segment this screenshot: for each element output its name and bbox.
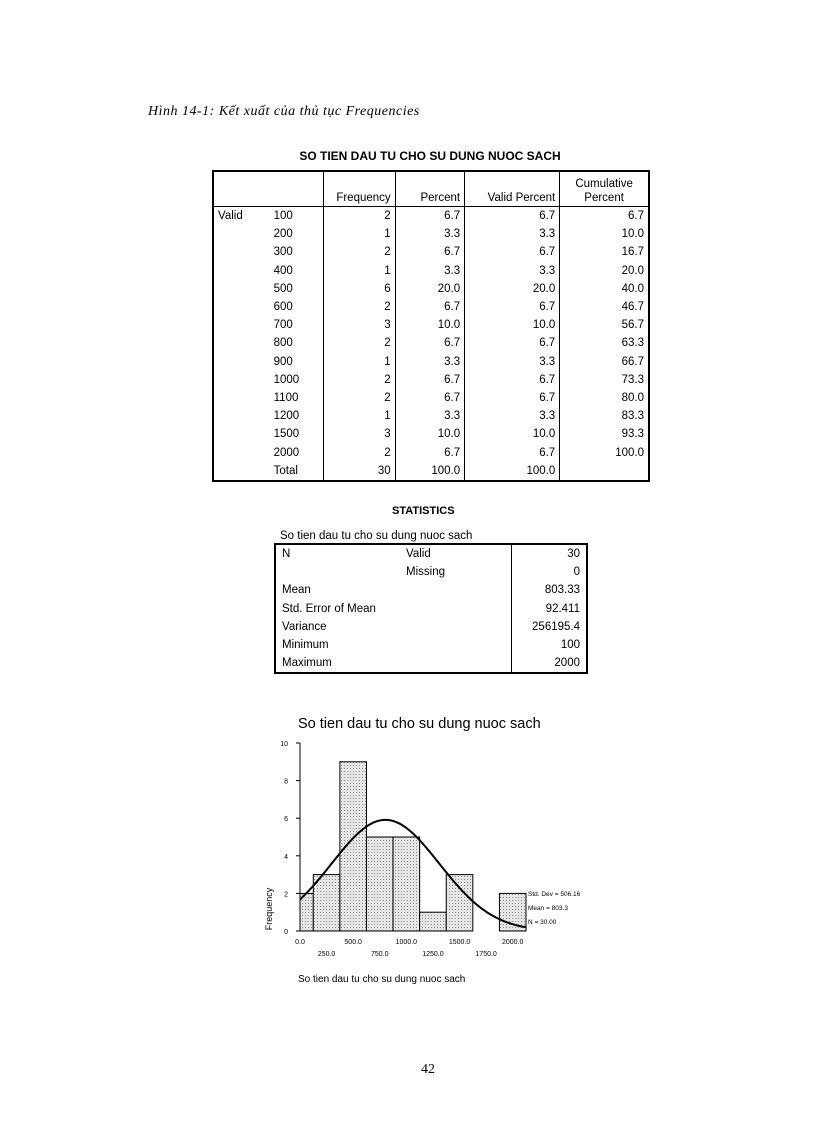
table-cell: 6.7 bbox=[395, 207, 464, 226]
table-cell: 6.7 bbox=[465, 298, 560, 316]
table-cell bbox=[213, 407, 270, 425]
table-cell: 3.3 bbox=[395, 353, 464, 371]
table-cell: 3.3 bbox=[465, 353, 560, 371]
legend-entry: N = 30.00 bbox=[528, 919, 557, 926]
table-cell: 20.0 bbox=[560, 262, 649, 280]
table-cell: 3.3 bbox=[395, 407, 464, 425]
table-cell: 2000 bbox=[273, 446, 300, 459]
statistics-table bbox=[274, 543, 588, 674]
table-cell: 6.7 bbox=[465, 334, 560, 352]
table-cell bbox=[213, 262, 270, 280]
table-cell: 2 bbox=[324, 207, 396, 226]
y-tick-label: 10 bbox=[280, 741, 288, 748]
table-cell: 6.7 bbox=[395, 334, 464, 352]
legend-entry: Std. Dev = 506.16 bbox=[528, 891, 581, 898]
table-cell: 2 bbox=[324, 243, 396, 261]
header-cumulative-percent: Cumulative Percent bbox=[560, 171, 649, 207]
table-cell bbox=[213, 462, 270, 481]
table-cell: Valid bbox=[406, 548, 431, 561]
table-cell: 100.0 bbox=[465, 462, 560, 481]
table-cell: 1 bbox=[324, 353, 396, 371]
table-row bbox=[213, 353, 649, 371]
histogram-bar bbox=[300, 893, 313, 931]
table-cell: 10.0 bbox=[395, 316, 464, 334]
histogram-bar bbox=[446, 875, 473, 931]
table-row bbox=[213, 225, 649, 243]
table-cell: 6.7 bbox=[395, 371, 464, 389]
table-cell bbox=[400, 654, 512, 673]
table-cell: 46.7 bbox=[560, 298, 649, 316]
table-cell: 1500 bbox=[273, 428, 300, 441]
table-cell bbox=[213, 334, 270, 352]
table-cell: 10.0 bbox=[395, 425, 464, 443]
table-cell bbox=[400, 636, 512, 654]
table-cell: 1 bbox=[324, 407, 396, 425]
x-tick-label: 500.0 bbox=[344, 939, 362, 946]
table-row bbox=[275, 581, 587, 599]
table-cell: 300 bbox=[273, 246, 293, 259]
table-cell: 0 bbox=[512, 563, 588, 581]
x-tick-label: 1500.0 bbox=[448, 939, 471, 946]
header-empty-1 bbox=[213, 171, 270, 207]
y-tick-label: 4 bbox=[284, 853, 288, 861]
histogram-chart bbox=[260, 735, 581, 965]
table-cell: 100.0 bbox=[560, 443, 649, 461]
x-tick-label: 0.0 bbox=[295, 939, 305, 946]
table-row bbox=[213, 243, 649, 261]
y-axis-label: Frequency bbox=[264, 887, 274, 931]
page-number: 42 bbox=[421, 1062, 435, 1077]
table-cell: Minimum bbox=[282, 639, 329, 652]
table-cell: 100 bbox=[512, 636, 588, 654]
frequency-table-title: SO TIEN DAU TU CHO SU DUNG NUOC SACH bbox=[299, 149, 561, 163]
table-cell bbox=[213, 371, 270, 389]
x-tick-label: 2000.0 bbox=[501, 939, 524, 946]
table-cell: 6.7 bbox=[465, 389, 560, 407]
table-row bbox=[275, 618, 587, 636]
x-tick-label: 750.0 bbox=[370, 951, 389, 958]
frequency-table bbox=[212, 170, 650, 482]
table-cell: 10.0 bbox=[560, 225, 649, 243]
table-cell: 93.3 bbox=[560, 425, 649, 443]
y-tick-label: 8 bbox=[284, 778, 288, 786]
table-cell: 100.0 bbox=[395, 462, 464, 481]
x-tick-label: 1750.0 bbox=[475, 951, 497, 958]
table-cell: 3 bbox=[324, 316, 396, 334]
table-cell: 10.0 bbox=[465, 425, 560, 443]
table-cell bbox=[213, 225, 270, 243]
histogram-bar bbox=[420, 912, 447, 931]
table-cell: 256195.4 bbox=[512, 618, 588, 636]
table-cell bbox=[400, 618, 512, 636]
table-cell: 80.0 bbox=[560, 389, 649, 407]
table-cell: 900 bbox=[273, 355, 293, 368]
table-cell bbox=[213, 280, 270, 298]
y-tick-label: 0 bbox=[284, 929, 288, 936]
table-cell: 3.3 bbox=[465, 262, 560, 280]
table-cell bbox=[213, 443, 270, 461]
table-cell: 2 bbox=[324, 298, 396, 316]
table-cell: 2 bbox=[324, 334, 396, 352]
table-cell: 600 bbox=[273, 301, 293, 314]
table-cell: 1100 bbox=[273, 391, 299, 404]
table-row bbox=[213, 425, 649, 443]
frequency-table-header bbox=[213, 171, 649, 207]
table-row bbox=[213, 443, 649, 461]
chart-x-axis-label: So tien dau tu cho su dung nuoc sach bbox=[298, 974, 466, 985]
table-cell: 3.3 bbox=[465, 407, 560, 425]
table-cell: 3.3 bbox=[395, 262, 464, 280]
table-cell: 700 bbox=[273, 319, 293, 332]
table-cell: 6.7 bbox=[465, 243, 560, 261]
table-cell: 1000 bbox=[273, 373, 300, 386]
y-tick-label: 6 bbox=[284, 816, 288, 824]
table-row bbox=[213, 371, 649, 389]
table-cell bbox=[213, 316, 270, 334]
header-frequency: Frequency bbox=[324, 171, 396, 207]
histogram-bar bbox=[366, 837, 393, 931]
table-row bbox=[275, 636, 587, 654]
table-cell: 803.33 bbox=[512, 581, 588, 599]
table-cell bbox=[213, 389, 270, 407]
table-row bbox=[275, 654, 587, 673]
histogram-bar bbox=[393, 837, 420, 931]
table-row bbox=[213, 298, 649, 316]
table-cell: Valid bbox=[218, 210, 243, 223]
table-cell: 6 bbox=[324, 280, 396, 298]
table-row bbox=[275, 600, 587, 618]
table-row bbox=[213, 262, 649, 280]
table-cell bbox=[213, 425, 270, 443]
table-cell: 3.3 bbox=[395, 225, 464, 243]
figure-caption: Hình 14-1: Kết xuất của thủ tục Frequencies bbox=[148, 104, 420, 119]
table-cell: 10.0 bbox=[465, 316, 560, 334]
table-cell: 83.3 bbox=[560, 407, 649, 425]
table-cell: Std. Error of Mean bbox=[282, 602, 376, 615]
table-cell: 1 bbox=[324, 225, 396, 243]
table-cell: 6.7 bbox=[395, 389, 464, 407]
histogram-bar bbox=[340, 762, 367, 931]
table-cell: 63.3 bbox=[560, 334, 649, 352]
table-cell: 56.7 bbox=[560, 316, 649, 334]
x-tick-label: 1000.0 bbox=[395, 939, 418, 946]
table-cell: 20.0 bbox=[465, 280, 560, 298]
table-row bbox=[275, 563, 587, 581]
histogram-bar bbox=[313, 875, 340, 931]
table-cell: 20.0 bbox=[395, 280, 464, 298]
table-cell: 500 bbox=[273, 282, 293, 295]
table-cell: 2000 bbox=[512, 654, 588, 673]
table-cell: 800 bbox=[273, 337, 293, 350]
table-cell: 2 bbox=[324, 389, 396, 407]
table-cell: 6.7 bbox=[560, 207, 649, 226]
table-cell bbox=[275, 563, 400, 581]
table-cell: 1 bbox=[324, 262, 396, 280]
table-cell: 73.3 bbox=[560, 371, 649, 389]
table-cell: N bbox=[282, 548, 291, 561]
table-cell: Variance bbox=[282, 620, 327, 633]
table-cell: 30 bbox=[512, 544, 588, 563]
table-cell: 40.0 bbox=[560, 280, 649, 298]
table-cell: Mean bbox=[282, 584, 311, 597]
table-cell: Missing bbox=[406, 566, 445, 579]
statistics-subtitle: So tien dau tu cho su dung nuoc sach bbox=[280, 530, 473, 542]
table-cell: 400 bbox=[273, 264, 293, 277]
table-cell: 1200 bbox=[273, 410, 300, 423]
table-row bbox=[213, 316, 649, 334]
statistics-title: STATISTICS bbox=[392, 505, 455, 517]
table-cell bbox=[213, 243, 270, 261]
table-cell: 6.7 bbox=[395, 243, 464, 261]
table-cell: 6.7 bbox=[395, 443, 464, 461]
table-cell bbox=[400, 600, 512, 618]
table-cell: 3.3 bbox=[465, 225, 560, 243]
table-cell bbox=[213, 298, 270, 316]
chart-title: So tien dau tu cho su dung nuoc sach bbox=[298, 716, 541, 732]
table-cell: Maximum bbox=[282, 657, 332, 670]
table-cell bbox=[213, 353, 270, 371]
table-row bbox=[275, 544, 587, 563]
header-valid-percent: Valid Percent bbox=[465, 171, 560, 207]
y-tick-label: 2 bbox=[284, 891, 288, 899]
table-cell: 30 bbox=[324, 462, 396, 481]
legend-entry: Mean = 803.3 bbox=[528, 905, 568, 912]
table-cell: 6.7 bbox=[395, 298, 464, 316]
x-tick-label: 1250.0 bbox=[422, 951, 444, 958]
histogram-bar bbox=[499, 893, 526, 931]
table-cell: 6.7 bbox=[465, 371, 560, 389]
table-cell: 3 bbox=[324, 425, 396, 443]
table-cell: 16.7 bbox=[560, 243, 649, 261]
header-empty-2 bbox=[270, 171, 324, 207]
table-row bbox=[213, 334, 649, 352]
table-cell: Total bbox=[273, 464, 298, 477]
table-cell bbox=[400, 581, 512, 599]
table-cell: 200 bbox=[273, 228, 293, 241]
header-percent: Percent bbox=[395, 171, 464, 207]
table-cell: 2 bbox=[324, 371, 396, 389]
table-row bbox=[213, 407, 649, 425]
table-row bbox=[213, 462, 649, 481]
table-cell: 6.7 bbox=[465, 443, 560, 461]
x-tick-label: 250.0 bbox=[317, 951, 336, 958]
table-cell: 92.411 bbox=[512, 600, 588, 618]
table-row bbox=[213, 389, 649, 407]
table-row bbox=[213, 280, 649, 298]
table-cell: 66.7 bbox=[560, 353, 649, 371]
table-cell bbox=[560, 462, 649, 481]
table-row bbox=[213, 207, 649, 226]
table-cell: 6.7 bbox=[465, 207, 560, 226]
table-cell: 100 bbox=[273, 210, 293, 223]
table-cell: 2 bbox=[324, 443, 396, 461]
